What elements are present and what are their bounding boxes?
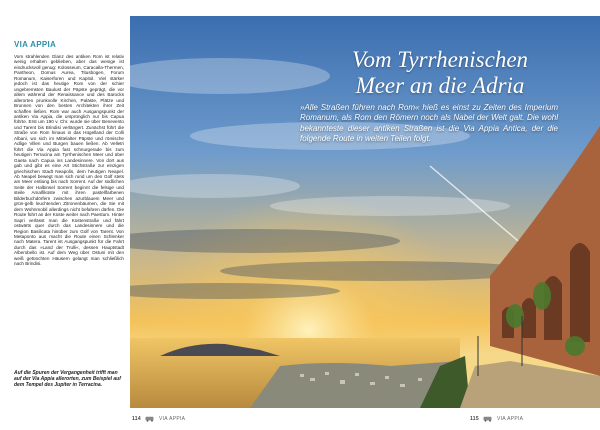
article-body: Vom strahlenden Glanz des antiken Rom ist relativ wenig erhalten geblieben, aber das wenige ist eindrucksvoll genug: Kolosseum, Caracalla-Thermen, Pantheon, Domus Aurea, Titusbogen, Forum Romanum, Kaiserforen und Kapitol. Viel stärker jedoch ist das heutige Rom von der schier ungebremsten Baulust der Päpste geprägt, die vor allem während der Renaissance und des Barocks allerorten prunkvolle Kirchen, Paläste, Plätze und Brunnen von den besten Architekten ihrer Zeit schaffen ließen. Rom war auch Ausgangspunkt der antiken Via Appia, die ursprünglich nur bis Capua führte. Erst um 190 v. Chr. wurde sie über Benevento und Tarent bis Brindisi verlängert. Zunächst führt die Straße von Rom hinaus in das Hügelland der Colli Albani, wo sich im Mittelalter Päpste und römische Adlige Villen und Burgen bauen ließen. Ab Velletri führt die Via Appia fast schnurgerade bis zum heutigen Terracina am Tyrrhenischen Meer und über Gaeta nach Capua ins Landesinnere. Von dort aus gab und gibt es eine Art Stichstraße zur einzigen griechischen Stadt Neapolis, dem heutigen Neapel. Ab Neapel bewegt man sich rund um den Golf stets am Meer entlang bis nach Sorrent. Auf der südlichen Seite der Halbinsel Sorrent beginnt die felsige und steile Amalfiküste mit ihren pastellfarbenen Bilderbuchdörfern zwischen azurblauem Meer und grün-gelb leuchtenden Zitronenbäumen, die Sie mit dem Wohnmobil allerdings nicht befahren dürfen. Die Route führt an der Küste weiter nach Paestum. Hinter Sapri verlässt man die Küstenstraße und fährt ostwärts quer durch das Landesinnere und die Region Basilicata hinüber zum Golf von Tarent. Von Metaponto aus macht die Route einen Schlenker nach Matera. Tarent ist Ausgangspunkt für die Fahrt durch das »Land der Trulli«, dessen Hauptstadt Alberobello ist. Auf dem Weg über Ostuni mit den weiß getünchten Häusern gelangt man schließlich nach Brindisi. xyxy=(14,54,124,267)
photo-caption: Auf die Spuren der Vergangenheit trifft man auf der Via Appia allerorten, zum Beispiel auf dem Tempel des Jupiter in Terracina. xyxy=(14,370,121,389)
intro-text: »Alle Straßen führen nach Rom« hieß es einst zu Zeiten des Imperium Romanum, als Rom den Römern noch als Nabel der Welt galt. Die wohl bekannteste dieser antiken Straßen ist die Via Appia Antica, der die folgende Route in weiten Teilen folgt. xyxy=(300,103,558,144)
headline-line-2: Meer an die Adria xyxy=(355,73,525,98)
headline xyxy=(300,47,580,99)
page-number-left: 114 xyxy=(132,416,141,422)
headline-line-1: Vom Tyrrhenischen xyxy=(351,47,529,72)
motorhome-icon xyxy=(483,416,493,422)
footer-left xyxy=(132,414,185,424)
page-number-right: 115 xyxy=(470,416,479,422)
article-column xyxy=(14,40,124,420)
footer-label-left: VIA APPIA xyxy=(158,416,186,422)
motorhome-icon xyxy=(145,416,155,422)
footer-right xyxy=(470,414,523,424)
footer-label-right: VIA APPIA xyxy=(496,416,524,422)
section-title: VIA APPIA xyxy=(14,40,57,49)
